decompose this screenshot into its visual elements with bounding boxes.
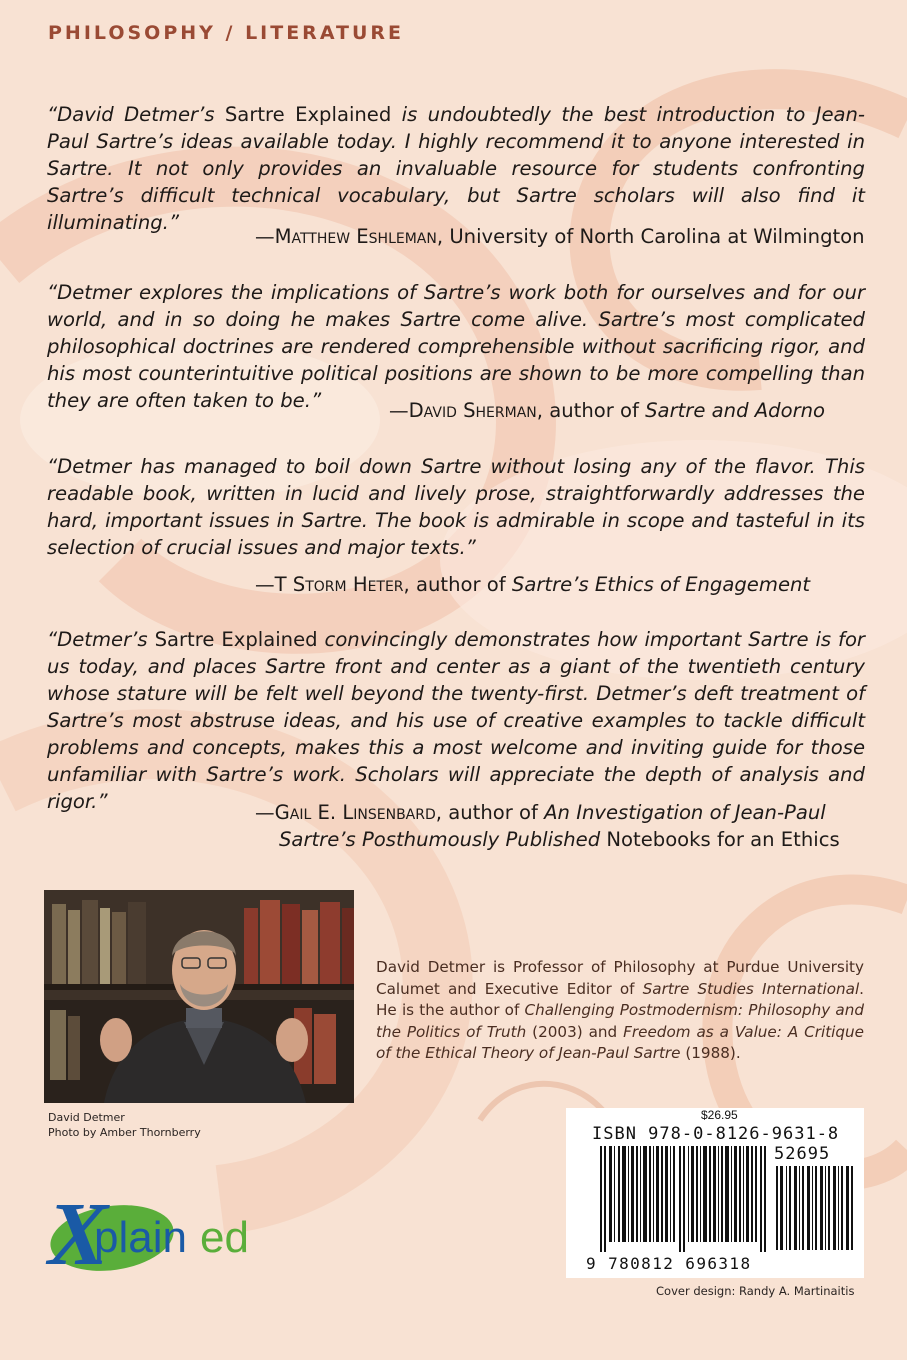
attribution-3-author: T Storm Heter bbox=[274, 573, 404, 596]
quote-1-open: “David Detmer’s bbox=[47, 103, 225, 126]
attribution-3-work: Sartre’s Ethics of Engagement bbox=[511, 573, 811, 596]
cover-design-credit: Cover design: Randy A. Martinaitis bbox=[656, 1284, 855, 1298]
attribution-4-author: Gail E. Linsenbard bbox=[274, 801, 436, 824]
bio-book-2: Freedom as a Value: A Critique of the Ethical Theory of Jean-Paul Sartre bbox=[376, 1022, 865, 1063]
blurb-attribution-1: —Matthew Eshleman, University of North Carolina at Wilmington bbox=[255, 225, 865, 248]
barcode-addon-bars bbox=[776, 1166, 854, 1250]
author-bio: David Detmer is Professor of Philosophy at Purdue University Calumet and Executive Editor of Sartre Studies International. He is the author of Challenging Postmodernism: Philosophy and the Politics of Truth (2003) and Freedom as a Value: A Critique of the Ethical Theory of Jean-Paul Sartre (1988). bbox=[376, 958, 865, 1063]
quote-1-book-title: Sartre Explained bbox=[224, 103, 392, 126]
blurb-attribution-3: —T Storm Heter, author of Sartre’s Ethics of Engagement bbox=[255, 573, 811, 596]
blurb-attribution-2: —David Sherman, author of Sartre and Adorno bbox=[389, 399, 826, 422]
quote-4-open: “Detmer’s bbox=[47, 628, 155, 651]
blurb-quote-4 bbox=[47, 626, 865, 815]
logo-ed-text: ed bbox=[200, 1213, 249, 1262]
quote-2-text: “Detmer explores the implications of Sartre’s work both for ourselves and for our world, and in so doing he makes Sartre come alive. Sartre’s most complicated philosophical doctrines are rendered comprehensible without sacrificing rigor, and his most counterintuitive political positions are shown to be more compelling than they are often taken to be.” bbox=[47, 281, 865, 412]
attribution-1-affiliation: , University of North Carolina at Wilmington bbox=[436, 225, 865, 248]
barcode-addon-number: 52695 bbox=[774, 1144, 831, 1164]
quote-4-text: convincingly demonstrates how important Sartre is for us today, and places Sartre front and center as a giant of the twentieth century whose stature will be felt well beyond the twenty-first. Detmer’s deft treatment of Sartre’s most abstruse ideas, and his use of creative examples to tackle difficult problems and concepts, makes this a most welcome and inviting guide for those unfamiliar with Sartre’s work. Scholars will appreciate the depth of analysis and rigor.” bbox=[47, 628, 865, 813]
attribution-2-work: Sartre and Adorno bbox=[645, 399, 826, 422]
attribution-1-author: Matthew Eshleman bbox=[274, 225, 437, 248]
attribution-2-author: David Sherman bbox=[408, 399, 537, 422]
barcode-main-bars bbox=[600, 1146, 768, 1252]
isbn-label: ISBN 978-0-8126-9631-8 bbox=[592, 1124, 840, 1144]
xplained-logo bbox=[44, 1184, 294, 1284]
photo-caption bbox=[48, 1110, 201, 1140]
isbn-barcode bbox=[566, 1108, 864, 1278]
logo-plain-text: plain bbox=[94, 1213, 187, 1262]
blurb-quote-1 bbox=[47, 101, 865, 236]
price-label: $26.95 bbox=[701, 1108, 738, 1122]
blurb-attribution-4: —Gail E. Linsenbard, author of An Investigation of Jean-Paul Sartre’s Posthumously Published Notebooks for an Ethics bbox=[255, 801, 840, 851]
barcode-digits: 9 780812 696318 bbox=[586, 1254, 752, 1273]
quote-3-text: “Detmer has managed to boil down Sartre without losing any of the flavor. This readable book, written in lucid and lively prose, straightforwardly addresses the hard, important issues in Sartre. The book is admirable in scope and tasteful in its selection of crucial issues and major texts.” bbox=[47, 455, 865, 559]
quote-4-book-title: Sartre Explained bbox=[154, 628, 318, 651]
category-label: PHILOSOPHY / LITERATURE bbox=[48, 22, 405, 44]
logo-x-letter: X bbox=[48, 1185, 109, 1284]
photo-caption-credit: Photo by Amber Thornberry bbox=[48, 1126, 201, 1139]
bio-journal: Sartre Studies International bbox=[642, 979, 860, 998]
attribution-4-work-roman: Notebooks for an Ethics bbox=[600, 828, 840, 851]
photo-caption-name: David Detmer bbox=[48, 1111, 125, 1124]
blurb-quote-2 bbox=[47, 279, 865, 414]
blurb-quote-3 bbox=[47, 453, 865, 561]
quote-1-text: is undoubtedly the best introduction to Jean-Paul Sartre’s ideas available today. I highly recommend it to anyone interested in Sartre. It not only provides an invaluable resource for students confronting Sartre’s difficult technical vocabulary, but Sartre scholars will also find it illuminating.” bbox=[47, 103, 866, 234]
author-photo bbox=[44, 890, 354, 1103]
attribution-4-work: An Investigation of Jean-Paul Sartre’s Posthumously Published bbox=[279, 801, 826, 851]
bio-book-1: Challenging Postmodernism: Philosophy and the Politics of Truth bbox=[376, 1001, 864, 1041]
